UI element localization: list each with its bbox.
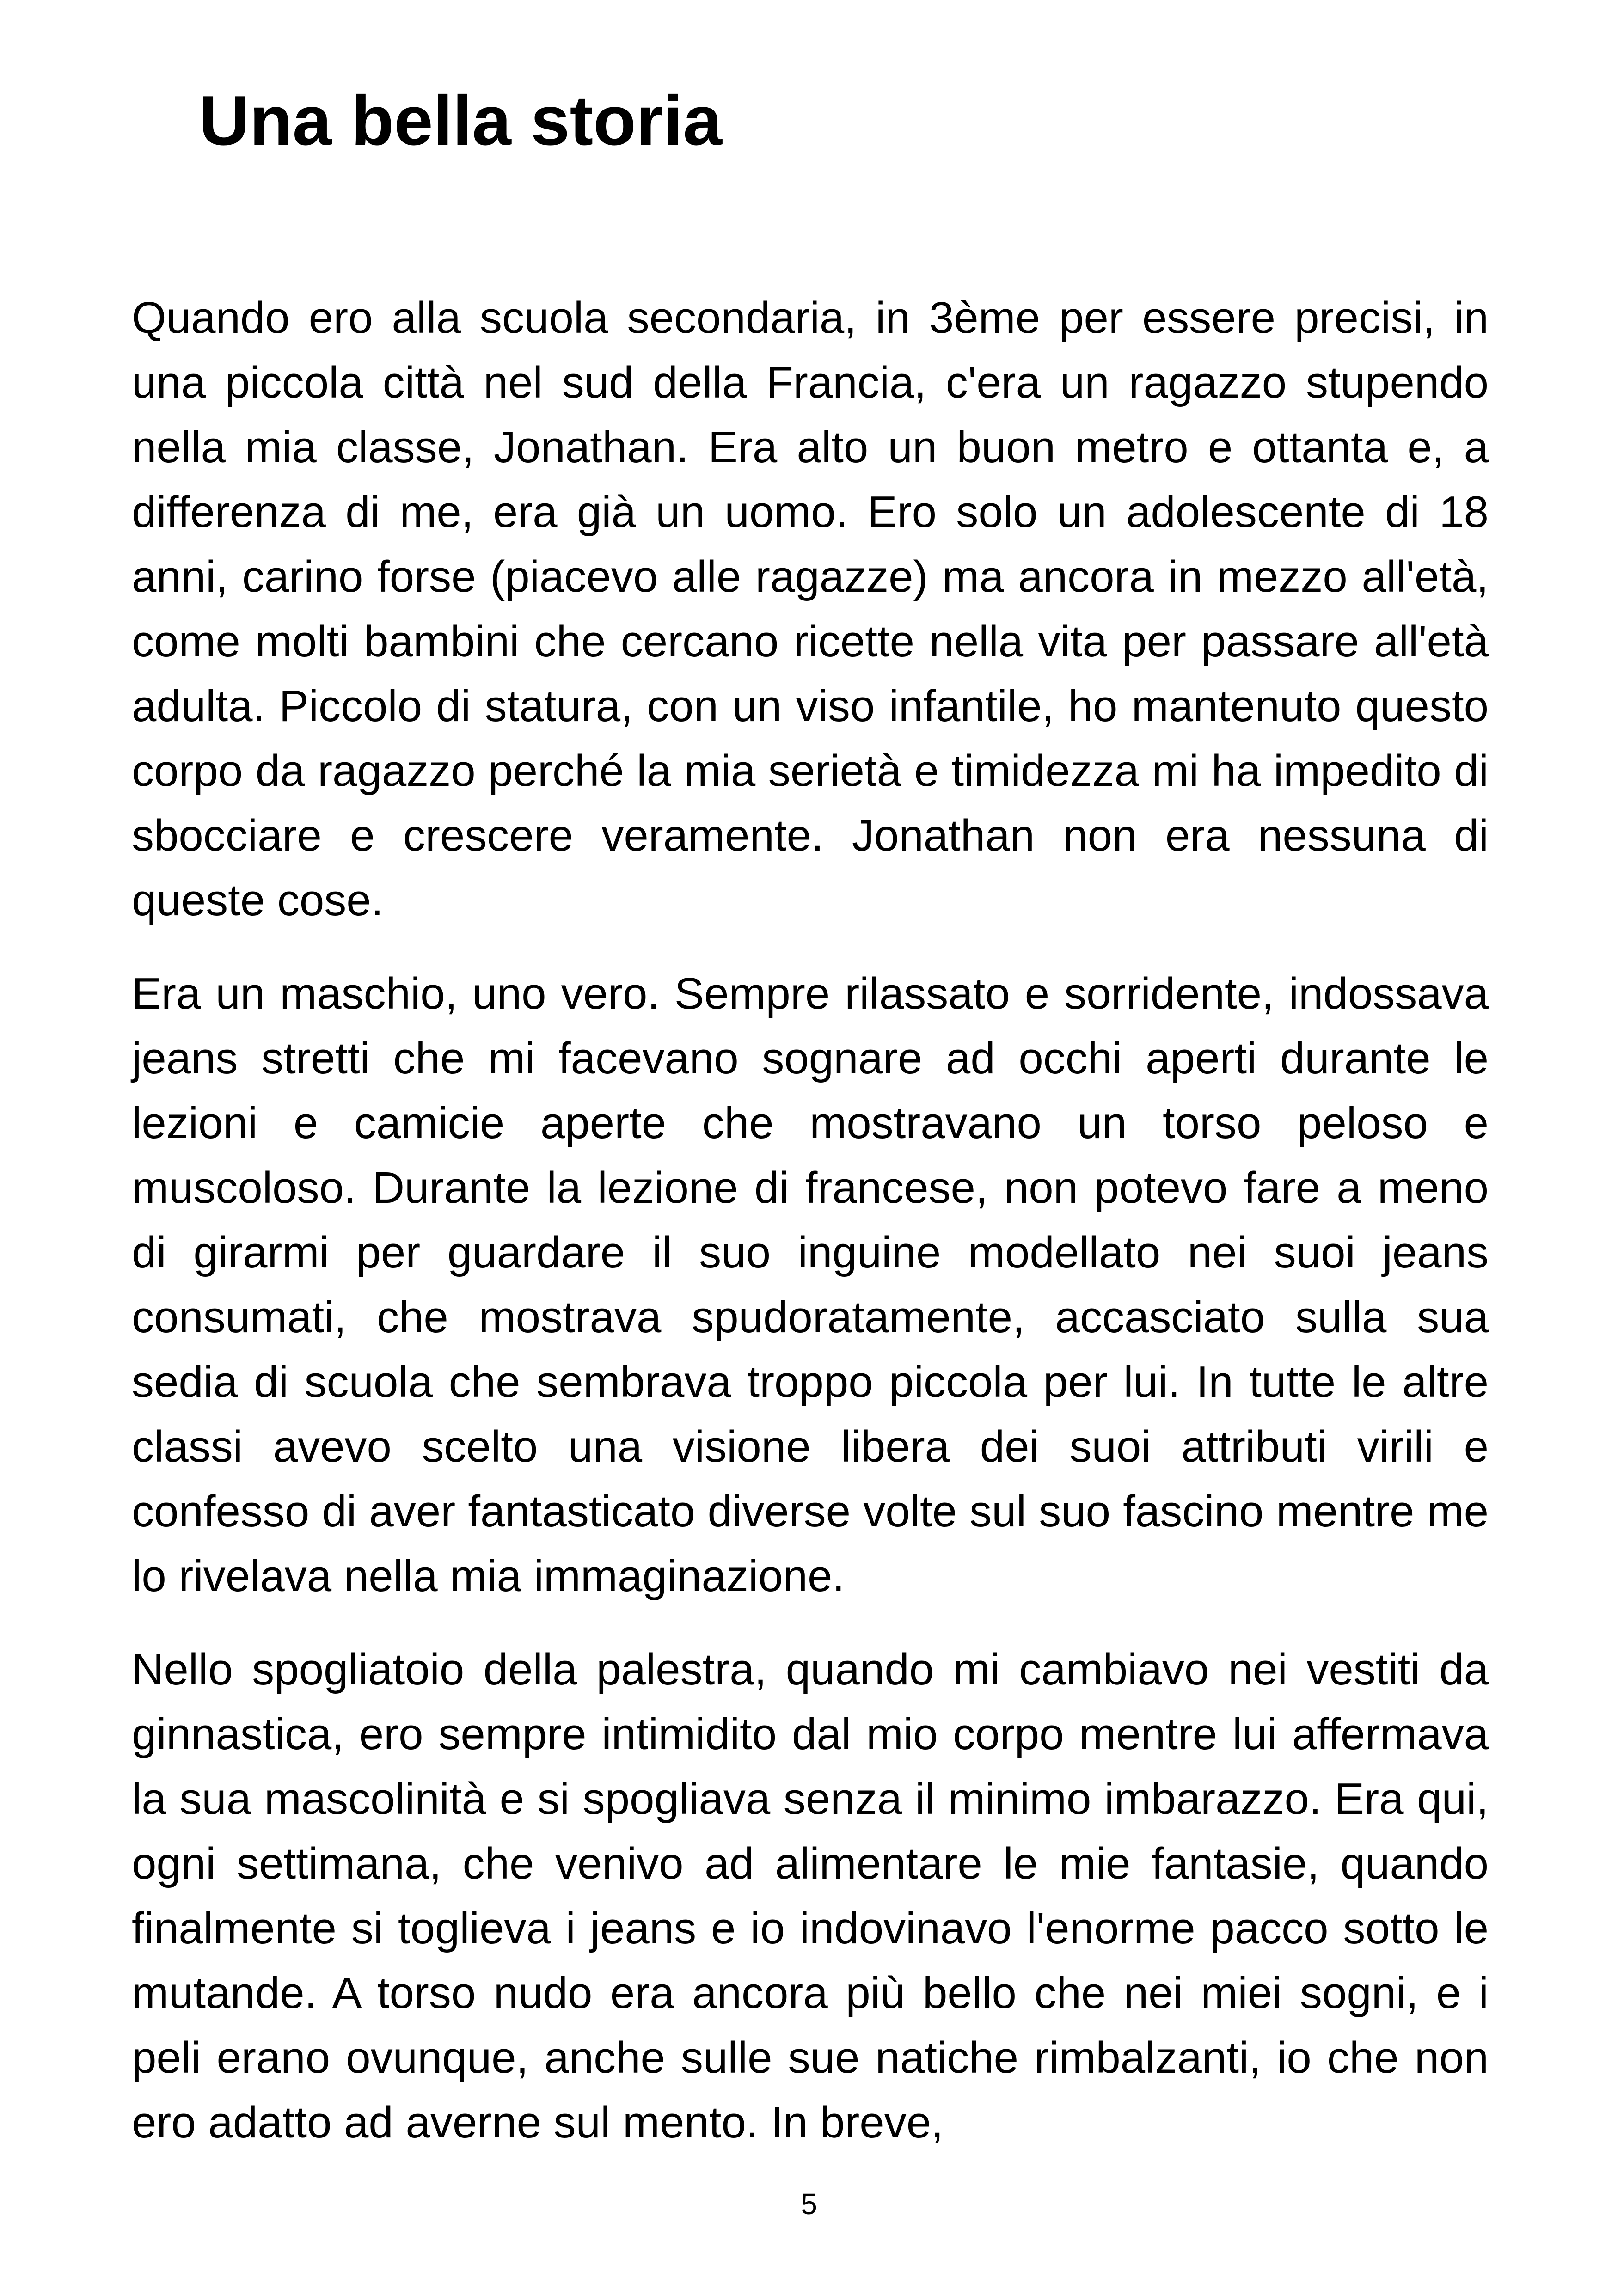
paragraph-2: Era un maschio, uno vero. Sempre rilassato e sorridente, indossava jeans stretti che mi facevano sognare ad occhi aperti durante le lezioni e camicie aperte che mostravano un torso peloso e muscoloso. Durante la lezione di francese, non potevo fare a meno di girarmi per guardare il suo inguine modellato nei suoi jeans consumati, che mostrava spudoratamente, accasciato sulla sua sedia di scuola che sembrava troppo piccola per lui. In tutte le altre classi avevo scelto una visione libera dei suoi attributi virili e confesso di aver fantasticato diverse volte sul suo fascino mentre me lo rivelava nella mia immaginazione. bbox=[132, 969, 1489, 1601]
body-text bbox=[132, 286, 1489, 2184]
paragraph-3: Nello spogliatoio della palestra, quando mi cambiavo nei vestiti da ginnastica, ero sempre intimidito dal mio corpo mentre lui affermava la sua mascolinità e si spogliava senza il minimo imbarazzo. Era qui, ogni settimana, che venivo ad alimentare le mie fantasie, quando finalmente si toglieva i jeans e io indovinavo l'enorme pacco sotto le mutande. A torso nudo era ancora più bello che nei miei sogni, e i peli erano ovunque, anche sulle sue natiche rimbalzanti, io che non ero adatto ad averne sul mento. In breve, bbox=[132, 1645, 1489, 2147]
page-title: Una bella storia bbox=[199, 81, 722, 160]
page-number: 5 bbox=[801, 2187, 817, 2221]
paragraph-1: Quando ero alla scuola secondaria, in 3ème per essere precisi, in una piccola città nel sud della Francia, c'era un ragazzo stupendo nella mia classe, Jonathan. Era alto un buon metro e ottanta e, a differenza di me, era già un uomo. Ero solo un adolescente di 18 anni, carino forse (piacevo alle ragazze) ma ancora in mezzo all'età, come molti bambini che cercano ricette nella vita per passare all'età adulta. Piccolo di statura, con un viso infantile, ho mantenuto questo corpo da ragazzo perché la mia serietà e timidezza mi ha impedito di sbocciare e crescere veramente. Jonathan non era nessuna di queste cose. bbox=[132, 293, 1489, 925]
